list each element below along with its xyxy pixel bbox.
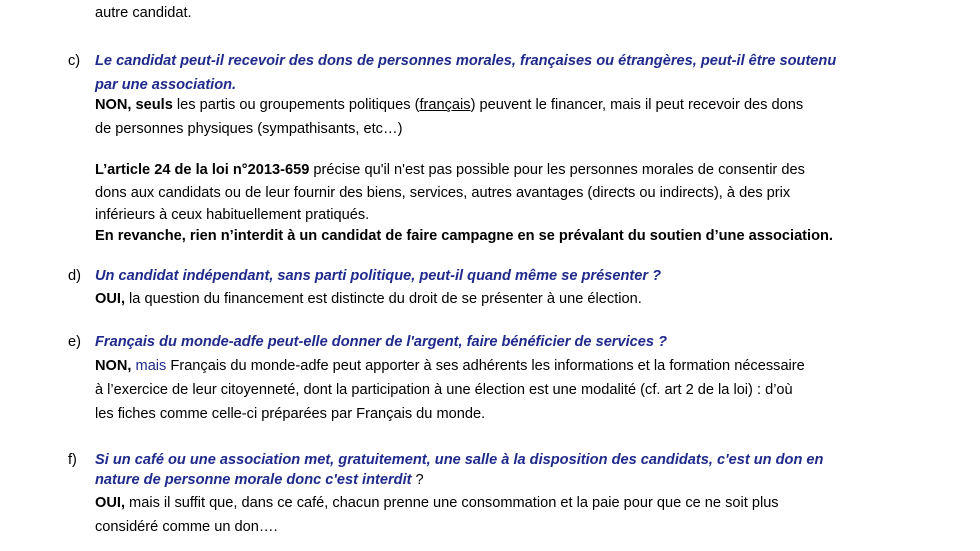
answer-f-text: mais il suffit que, dans ce café, chacun prenne une consommation et la paie pour que ce ne soit plus [125,495,779,511]
item-letter-e: e) [68,334,81,350]
item-letter-c: c) [68,53,81,69]
question-c-line1: Le candidat peut-il recevoir des dons de personnes morales, françaises ou étrangères, peut-il être soutenu [95,53,837,69]
answer-f-line2: considéré comme un don…. [95,519,278,535]
answer-e-verdict: NON, [95,358,132,374]
article-line2: dons aux candidats ou de leur fournir des biens, services, autres avantages (directs ou indirects), à des prix [95,185,791,201]
answer-e-line2: à l’exercice de leur citoyenneté, dont la participation à une élection est une modalité (cf. art 2 de la loi) : d’où [95,382,793,398]
answer-d-verdict: OUI, [95,291,125,307]
answer-c-text-b: ) peuvent le financer, mais il peut recevoir des dons [470,97,804,113]
answer-e-but: mais [131,358,167,374]
article-line1 [95,161,805,180]
previous-answer-end: autre candidat. [95,5,192,21]
answer-e-line3: les fiches comme celle-ci préparées par Français du monde. [95,406,486,422]
item-letter-d: d) [68,268,81,284]
article-text: précise qu'il n'est pas possible pour les personnes morales de consentir des [309,162,805,178]
answer-c-line1 [95,96,803,115]
answer-d [95,290,642,309]
article-reference: L’article 24 de la loi n°2013-659 [95,162,310,178]
answer-c-underlined: français [419,97,471,113]
question-f-mark: ? [411,472,424,488]
question-e: Français du monde-adfe peut-elle donner de l'argent, faire bénéficier de services ? [95,334,667,350]
article-line4: En revanche, rien n’interdit à un candidat de faire campagne en se prévalant du soutien d’une association. [95,228,833,244]
question-d: Un candidat indépendant, sans parti politique, peut-il quand même se présenter ? [95,268,661,284]
answer-e-text: Français du monde-adfe peut apporter à ses adhérents les informations et la formation nécessaire [166,358,805,374]
answer-c-line2: de personnes physiques (sympathisants, etc…) [95,121,403,137]
item-letter-f: f) [68,452,77,468]
answer-d-text: la question du financement est distincte du droit de se présenter à une élection. [125,291,642,307]
question-f-line2-text: nature de personne morale donc c'est interdit [95,472,412,488]
answer-e-line1 [95,357,805,376]
question-f-line1: Si un café ou une association met, gratuitement, une salle à la disposition des candidats, c'est un don en [95,452,824,468]
answer-c-verdict: NON, seuls [95,97,173,113]
article-line3: inférieurs à ceux habituellement pratiqués. [95,207,370,223]
answer-f-verdict: OUI, [95,495,125,511]
answer-c-text-a: les partis ou groupements politiques ( [172,97,420,113]
question-f-line2 [95,471,424,490]
answer-f-line1 [95,494,779,513]
question-c-line2: par une association. [95,77,237,93]
